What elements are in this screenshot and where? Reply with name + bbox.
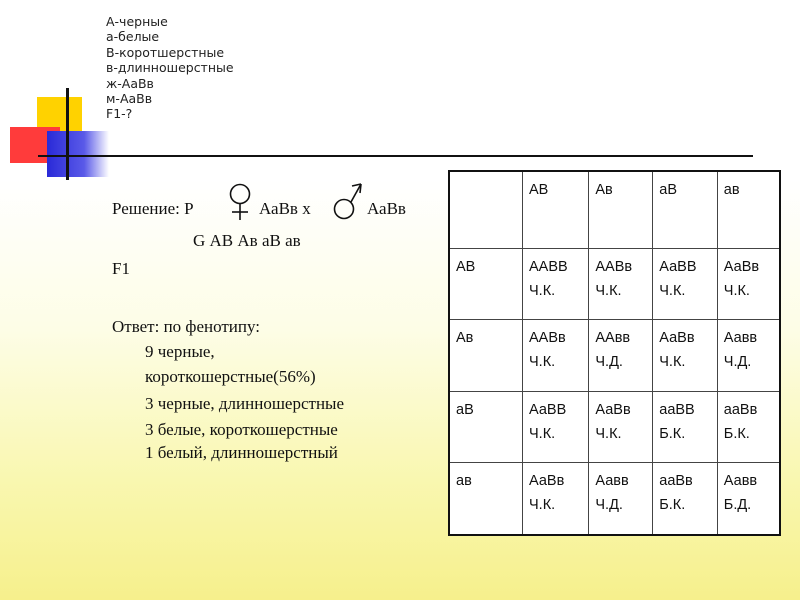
- column-header: Ав: [589, 171, 653, 249]
- cell-genotype: АаВв: [723, 259, 760, 275]
- cell-genotype: Аавв: [723, 330, 758, 347]
- answer-title: Ответ: по фенотипу:: [112, 317, 260, 336]
- table-row: [449, 391, 780, 462]
- decor-horizontal-line: [38, 155, 753, 157]
- parents-prefix: Решение: Р: [112, 199, 194, 218]
- genotype-cell: [653, 320, 718, 391]
- cell-genotype: ААВв: [529, 330, 566, 347]
- genotype-cell: [653, 463, 718, 535]
- cell-genotype: АаВв: [595, 401, 631, 418]
- answer-line: 3 белые, короткошерстные: [145, 420, 338, 439]
- genotype-cell: [589, 320, 653, 391]
- male-symbol-icon: [333, 181, 363, 225]
- decor-blue-square: [47, 131, 109, 177]
- cell-phenotype: Ч.К.: [659, 354, 686, 371]
- genotype-cell: [653, 249, 718, 320]
- row-header: Ав: [449, 320, 523, 391]
- genotype-cell: [653, 391, 718, 462]
- genotype-cell: [589, 249, 653, 320]
- cell-phenotype: Ч.К.: [659, 283, 686, 299]
- cell-phenotype: Ч.К.: [529, 497, 556, 514]
- genotype-cell: [717, 391, 780, 462]
- genotype-cell: [523, 463, 589, 535]
- cell-phenotype: Б.Д.: [723, 497, 752, 514]
- genotype-cell: [523, 391, 589, 462]
- genotype-cell: [523, 249, 589, 320]
- table-row: [449, 320, 780, 391]
- cell-genotype: Аавв: [723, 473, 758, 490]
- cell-genotype: Аавв: [595, 473, 629, 490]
- parents-line: [112, 199, 406, 219]
- answer-line: 9 черные,: [145, 342, 215, 361]
- answer-line: 1 белый, длинношерстный: [145, 443, 338, 462]
- table-corner-cell: [449, 171, 523, 249]
- given-line: м-АаВв: [106, 91, 153, 107]
- row-header: аВ: [449, 391, 523, 462]
- cell-phenotype: Ч.Д.: [723, 354, 752, 371]
- cell-genotype: ААВВ: [529, 259, 568, 275]
- female-genotype: АаВв х: [259, 199, 311, 218]
- cell-phenotype: Ч.К.: [529, 425, 556, 442]
- answer-line: короткошерстные(56%): [145, 367, 316, 386]
- genotype-cell: [717, 320, 780, 391]
- column-header: ав: [717, 171, 780, 249]
- genotype-cell: [717, 463, 780, 535]
- cell-genotype: ААвв: [595, 330, 631, 347]
- cell-phenotype: Ч.К.: [529, 354, 556, 371]
- given-line: в-длинношерстные: [106, 60, 234, 76]
- cell-phenotype: Ч.К.: [529, 283, 556, 299]
- table-header-row: [449, 171, 780, 249]
- given-line: ж-АаВв: [106, 75, 154, 91]
- decor-vertical-line: [66, 88, 69, 180]
- given-line: А-черные: [106, 14, 168, 29]
- cell-genotype: ААВв: [595, 259, 633, 275]
- cell-genotype: ааВВ: [659, 401, 695, 418]
- given-conditions: [106, 14, 234, 122]
- cell-phenotype: Ч.Д.: [595, 354, 623, 371]
- male-genotype: АаВв: [367, 199, 406, 218]
- row-header: ав: [449, 463, 523, 535]
- table-row: [449, 249, 780, 320]
- cell-genotype: ааВв: [659, 473, 693, 490]
- cell-genotype: АаВВ: [529, 401, 567, 418]
- genotype-cell: [717, 249, 780, 320]
- cell-genotype: АаВВ: [659, 259, 697, 275]
- given-line: F1-?: [106, 106, 133, 122]
- punnett-square-table: [448, 170, 781, 536]
- cell-phenotype: Б.К.: [659, 425, 686, 442]
- cell-phenotype: Ч.К.: [595, 425, 622, 442]
- column-header: АВ: [523, 171, 589, 249]
- row-header: АВ: [449, 249, 523, 320]
- cell-genotype: ааВв: [723, 401, 758, 418]
- given-line: В-коротшерстные: [106, 44, 225, 60]
- f1-label: F1: [112, 259, 130, 278]
- given-line: а-белые: [106, 29, 160, 45]
- gametes-line: G АВ Ав аВ ав: [193, 231, 301, 250]
- cell-phenotype: Б.К.: [659, 497, 686, 514]
- genotype-cell: [589, 391, 653, 462]
- cell-phenotype: Ч.К.: [723, 283, 750, 299]
- genotype-cell: [589, 463, 653, 535]
- answer-line: 3 черные, длинношерстные: [145, 394, 345, 413]
- cell-phenotype: Ч.Д.: [595, 497, 623, 514]
- female-symbol-icon: [227, 183, 253, 225]
- table-row: [449, 463, 780, 535]
- genotype-cell: [523, 320, 589, 391]
- cell-phenotype: Ч.К.: [595, 283, 622, 299]
- cell-genotype: АаВв: [529, 473, 565, 490]
- column-header: аВ: [653, 171, 718, 249]
- cell-genotype: АаВв: [659, 330, 695, 347]
- cell-phenotype: Б.К.: [723, 425, 750, 442]
